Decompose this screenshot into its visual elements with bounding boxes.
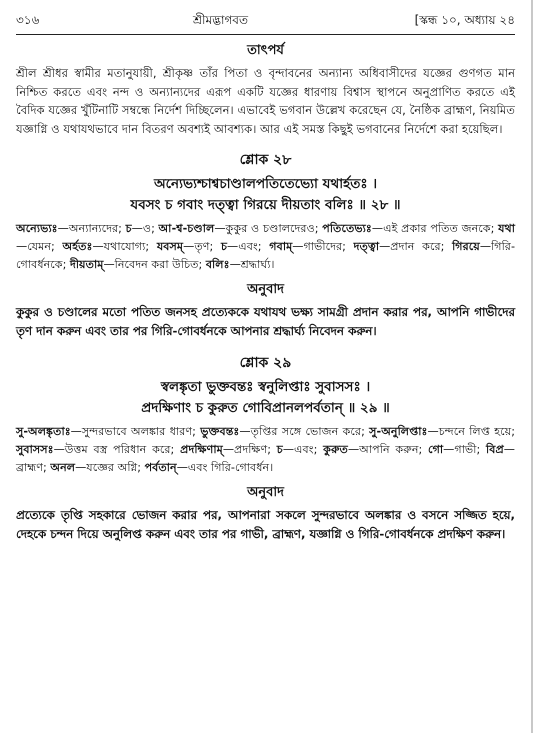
synonym-meaning: —চন্দনে লিপ্ত হয়ে; bbox=[427, 425, 515, 438]
synonym-word: আ-শ্ব-চণ্ডাল bbox=[158, 222, 215, 235]
synonym-word: সু-অলঙ্কৃতাঃ bbox=[16, 425, 71, 438]
page-header bbox=[16, 12, 515, 35]
synonym-word: সুবাসসঃ bbox=[16, 443, 54, 456]
synonym-meaning: —গিরি-গোবর্ধনকে; bbox=[16, 240, 515, 271]
synonym-word: যথা bbox=[498, 222, 515, 235]
synonym-meaning: —যজ্ঞের অগ্নি; bbox=[75, 461, 145, 474]
synonym-meaning: —যেমন; bbox=[16, 240, 63, 253]
synonym-word: চ bbox=[125, 222, 132, 235]
book-title: শ্রীমদ্ভাগবত bbox=[192, 13, 248, 27]
verse-28-translation-heading: অনুবাদ bbox=[247, 282, 284, 297]
synonym-word: বিপ্র bbox=[486, 443, 504, 456]
synonym-meaning: —এবং; bbox=[227, 240, 270, 253]
synonym-meaning: —এবং গিরি-গোবর্ধন। bbox=[176, 461, 274, 474]
synonym-word: চ bbox=[220, 240, 228, 253]
purport-heading: তাৎপর্য bbox=[247, 43, 284, 58]
purport-text: শ্রীল শ্রীধর স্বামীর মতানুযায়ী, শ্রীকৃষ্ণ তাঁর পিতা ও বৃন্দাবনের অন্যান্য অধিবাসীদের যজ্ঞের গুণগত মান নিশ্চিত করতে এবং নন্দ ও অন্যান্যদের এরূপ একটি যজ্ঞের ধারণায় বিশ্বাস স্থাপনে অনুপ্রাণিত করতে এই বৈদিক যজ্ঞের খুঁটিনাটি সম্বন্ধে নির্দেশ দিচ্ছিলেন। এভাবেই ভগবান উল্লেখ করেছেন যে, নৈষ্ঠিক ব্রাহ্মণ, নিয়মিত যজ্ঞাগ্নি ও যথাযথভাবে দান বিতরণ অবশ্যই আবশ্যক। আর এই সমস্ত কিছুই ভগবানের নির্দেশে করা হয়েছিল। bbox=[16, 66, 515, 136]
synonym-meaning: —কুকুর ও চণ্ডালদেরও; bbox=[214, 222, 323, 235]
synonym-word: কুরুত bbox=[323, 443, 348, 456]
synonym-meaning: —উত্তম বস্ত্র পরিধান করে; bbox=[53, 443, 181, 456]
page-number: ৩১৬ bbox=[16, 13, 40, 27]
synonym-meaning: —যথাযোগ্য; bbox=[92, 240, 157, 253]
verse-28-line-1: অন্যেভ্যশ্চাশ্বচাণ্ডালপতিতেভ্যো যথার্হতঃ । bbox=[153, 176, 378, 192]
synonym-meaning: —গাভী; bbox=[443, 443, 487, 456]
verse-29-heading: শ্লোক ২৯ bbox=[239, 355, 292, 371]
verse-28-synonyms bbox=[16, 220, 515, 274]
verse-28-line-2: যবসং চ গবাং দত্ত্বা গিরয়ে দীয়তাং বলিঃ ॥ ২৮ ॥ bbox=[130, 197, 401, 213]
verse-28-translation: কুকুর ও চণ্ডালের মতো পতিত জনসহ প্রত্যেককে যথাযথ ভক্ষ্য সামগ্রী প্রদান করার পর, আপনি গাভীদের তৃণ দান করুন এবং তার পর গিরি-গোবর্ধনকে আপনার শ্রদ্ধার্ঘ্য নিবেদন করুন। bbox=[16, 305, 515, 338]
synonym-word: বলিঃ bbox=[205, 258, 230, 271]
verse-29-synonyms bbox=[16, 423, 515, 477]
synonym-word: চ bbox=[276, 443, 283, 456]
synonym-word: পতিতেভ্যঃ bbox=[322, 222, 372, 235]
synonym-word: প্রদক্ষিণাম্ bbox=[180, 443, 223, 456]
synonym-meaning: —গাভীদের; bbox=[292, 240, 354, 253]
synonym-word: গবাম্ bbox=[269, 240, 293, 253]
synonym-meaning: —অন্যান্যদের; bbox=[57, 222, 126, 235]
synonym-word: গিরয়ে bbox=[452, 240, 480, 253]
synonym-meaning: —ব্রাহ্মণ; bbox=[16, 443, 515, 474]
synonym-meaning: —প্রদক্ষিণ; bbox=[222, 443, 277, 456]
verse-29-line-2: প্রদক্ষিণাং চ কুরুত গোবিপ্রানলপর্বতান্ ॥ ২৯ ॥ bbox=[141, 400, 390, 416]
synonym-word: দীয়তাম্ bbox=[69, 258, 104, 271]
synonym-meaning: —তৃপ্তির সঙ্গে ভোজন করে; bbox=[239, 425, 370, 438]
verse-29-line-1: স্বলঙ্কৃতা ভুক্তবন্তঃ স্বনুলিপ্তাঃ সুবাসসঃ । bbox=[160, 379, 371, 395]
synonym-meaning: —সুন্দরভাবে অলঙ্কার ধারণ; bbox=[70, 425, 201, 438]
synonym-word: গো bbox=[428, 443, 444, 456]
chapter-reference: [স্কন্ধ ১০, অধ্যায় ২৪ bbox=[414, 13, 515, 27]
synonym-meaning: —শ্রদ্ধার্ঘ্য। bbox=[229, 258, 275, 271]
synonym-word: সু-অনুলিপ্তাঃ bbox=[369, 425, 428, 438]
synonym-word: অর্হতঃ bbox=[62, 240, 93, 253]
synonym-word: পর্বতান্ bbox=[144, 461, 177, 474]
synonym-word: অন্যেভ্যঃ bbox=[16, 222, 58, 235]
synonym-meaning: —এবং; bbox=[282, 443, 324, 456]
synonym-meaning: —ও; bbox=[131, 222, 159, 235]
synonym-meaning: —তৃণ; bbox=[183, 240, 221, 253]
synonym-word: অনল bbox=[50, 461, 76, 474]
synonym-word: যবসম্ bbox=[156, 240, 184, 253]
verse-28-heading: শ্লোক ২৮ bbox=[239, 152, 292, 168]
synonym-meaning: —আপনি করুন; bbox=[347, 443, 429, 456]
synonym-word: ভুক্তবন্তঃ bbox=[200, 425, 240, 438]
synonym-word: দত্ত্বা bbox=[353, 240, 380, 253]
verse-29-translation: প্রত্যেকে তৃপ্তি সহকারে ভোজন করার পর, আপনারা সকলে সুন্দরভাবে অলঙ্কার ও বসনে সজ্জিত হয়ে, দেহকে চন্দন দিয়ে অনুলিপ্ত করুন এবং তার পর গাভী, ব্রাহ্মণ, যজ্ঞাগ্নি ও গিরি-গোবর্ধনকে প্রদক্ষিণ করুন। bbox=[16, 508, 515, 541]
synonym-meaning: —প্রদান করে; bbox=[379, 240, 453, 253]
synonym-meaning: —নিবেদন করা উচিত; bbox=[103, 258, 206, 271]
synonym-meaning: —এই প্রকার পতিত জনকে; bbox=[371, 222, 499, 235]
verse-29-translation-heading: অনুবাদ bbox=[247, 485, 284, 500]
